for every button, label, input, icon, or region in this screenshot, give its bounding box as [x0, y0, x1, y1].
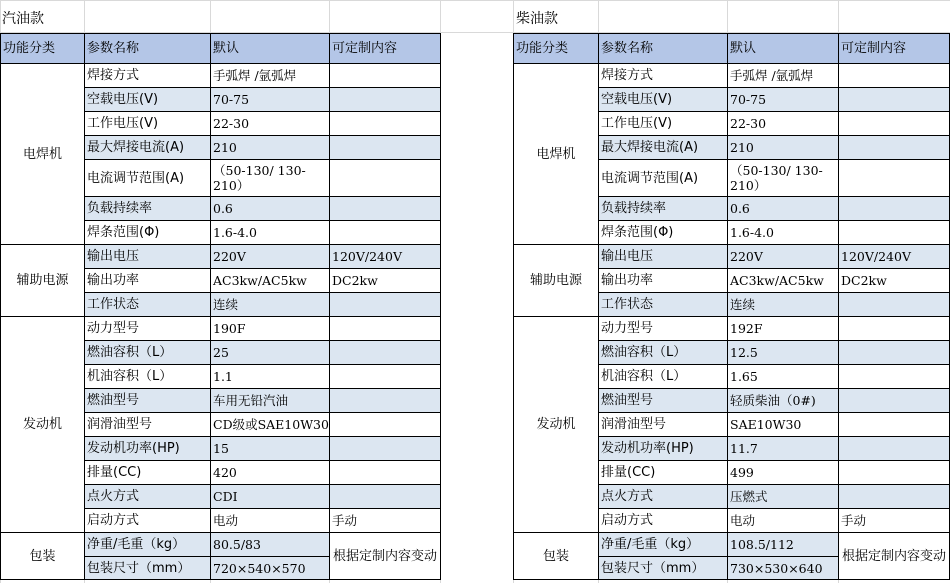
- default-value-cell[interactable]: 1.65: [728, 365, 839, 389]
- default-value-cell[interactable]: SAE10W30: [728, 413, 839, 437]
- custom-value-cell[interactable]: [330, 112, 441, 136]
- custom-value-cell[interactable]: DC2kw: [330, 269, 441, 293]
- packaging-custom-cell[interactable]: 根据定制内容变动: [839, 533, 950, 580]
- default-value-cell[interactable]: 电动: [211, 509, 330, 533]
- custom-value-cell[interactable]: [330, 365, 441, 389]
- diesel-category-cell[interactable]: 发动机: [514, 317, 599, 533]
- default-value-cell[interactable]: 轻质柴油（0#): [728, 389, 839, 413]
- custom-value-cell[interactable]: [330, 437, 441, 461]
- param-name-cell[interactable]: 空载电压(V): [85, 88, 211, 112]
- diesel-title[interactable]: 柴油款: [516, 11, 558, 27]
- diesel-header-row: [514, 34, 950, 64]
- default-value-cell[interactable]: 15: [211, 437, 330, 461]
- param-name-cell[interactable]: 电流调节范围(A): [85, 160, 211, 197]
- default-value-cell[interactable]: 1.6-4.0: [211, 221, 330, 245]
- param-name-cell[interactable]: 燃油型号: [85, 389, 211, 413]
- table-row: [1, 245, 441, 269]
- param-name-cell[interactable]: 负载持续率: [85, 197, 211, 221]
- param-name-cell[interactable]: 点火方式: [85, 485, 211, 509]
- default-value-cell[interactable]: 22-30: [728, 112, 839, 136]
- default-value-cell[interactable]: 电动: [728, 509, 839, 533]
- table-row: [514, 533, 950, 557]
- param-name-cell[interactable]: 输出电压: [85, 245, 211, 269]
- default-value-cell[interactable]: 720×540×570: [211, 557, 330, 580]
- diesel-spec-table: [513, 33, 950, 580]
- custom-value-cell[interactable]: [330, 197, 441, 221]
- diesel-header-param-name[interactable]: 参数名称: [599, 34, 728, 64]
- packaging-custom-cell[interactable]: 根据定制内容变动: [330, 533, 441, 580]
- petrol-header-custom[interactable]: 可定制内容: [330, 34, 441, 64]
- default-value-cell[interactable]: 车用无铅汽油: [211, 389, 330, 413]
- custom-value-cell[interactable]: [839, 485, 950, 509]
- param-name-cell[interactable]: 润滑油型号: [599, 413, 728, 437]
- param-name-cell[interactable]: 负载持续率: [599, 197, 728, 221]
- param-name-cell[interactable]: 启动方式: [599, 509, 728, 533]
- custom-value-cell[interactable]: [330, 413, 441, 437]
- param-name-cell[interactable]: 净重/毛重（kg）: [599, 533, 728, 557]
- param-name-cell[interactable]: 工作电压(V): [85, 112, 211, 136]
- custom-value-cell[interactable]: [839, 160, 950, 197]
- custom-value-cell[interactable]: [839, 437, 950, 461]
- custom-value-cell[interactable]: [330, 389, 441, 413]
- param-name-cell[interactable]: 工作电压(V): [599, 112, 728, 136]
- default-value-cell[interactable]: 12.5: [728, 341, 839, 365]
- custom-value-cell[interactable]: [839, 221, 950, 245]
- custom-value-cell[interactable]: DC2kw: [839, 269, 950, 293]
- param-name-cell[interactable]: 动力型号: [85, 317, 211, 341]
- default-value-cell[interactable]: 25: [211, 341, 330, 365]
- custom-value-cell[interactable]: [330, 317, 441, 341]
- table-row: [1, 533, 441, 557]
- default-value-cell[interactable]: 0.6: [211, 197, 330, 221]
- default-value-cell[interactable]: 192F: [728, 317, 839, 341]
- param-name-cell[interactable]: 工作状态: [599, 293, 728, 317]
- custom-value-cell[interactable]: 手动: [839, 509, 950, 533]
- custom-value-cell[interactable]: [330, 485, 441, 509]
- param-name-cell[interactable]: 空载电压(V): [599, 88, 728, 112]
- default-value-cell[interactable]: 连续: [728, 293, 839, 317]
- default-value-cell[interactable]: （50-130/ 130-210）: [728, 160, 839, 197]
- default-value-cell[interactable]: 70-75: [211, 88, 330, 112]
- default-value-cell[interactable]: 11.7: [728, 437, 839, 461]
- custom-value-cell[interactable]: [839, 461, 950, 485]
- diesel-header-category[interactable]: 功能分类: [514, 34, 599, 64]
- custom-value-cell[interactable]: [839, 317, 950, 341]
- default-value-cell[interactable]: 220V: [728, 245, 839, 269]
- default-value-cell[interactable]: 压燃式: [728, 485, 839, 509]
- custom-value-cell[interactable]: [839, 341, 950, 365]
- param-name-cell[interactable]: 燃油容积（L）: [85, 341, 211, 365]
- table-row: [514, 317, 950, 341]
- table-row: [1, 317, 441, 341]
- default-value-cell[interactable]: CDI: [211, 485, 330, 509]
- default-value-cell[interactable]: 190F: [211, 317, 330, 341]
- petrol-header-param-name[interactable]: 参数名称: [85, 34, 211, 64]
- custom-value-cell[interactable]: [330, 341, 441, 365]
- param-name-cell[interactable]: 润滑油型号: [85, 413, 211, 437]
- diesel-header-custom[interactable]: 可定制内容: [839, 34, 950, 64]
- petrol-category-cell[interactable]: 发动机: [1, 317, 85, 533]
- param-name-cell[interactable]: 点火方式: [599, 485, 728, 509]
- default-value-cell[interactable]: 210: [211, 136, 330, 160]
- petrol-header-default[interactable]: 默认: [211, 34, 330, 64]
- param-name-cell[interactable]: 工作状态: [85, 293, 211, 317]
- param-name-cell[interactable]: 燃油容积（L）: [599, 341, 728, 365]
- custom-value-cell[interactable]: 120V/240V: [330, 245, 441, 269]
- param-name-cell[interactable]: 包装尺寸（mm）: [85, 557, 211, 580]
- custom-value-cell[interactable]: [330, 88, 441, 112]
- custom-value-cell[interactable]: [330, 64, 441, 88]
- diesel-category-cell[interactable]: 包装: [514, 533, 599, 580]
- param-name-cell[interactable]: 发动机功率(HP): [599, 437, 728, 461]
- default-value-cell[interactable]: 730×530×640: [728, 557, 839, 580]
- custom-value-cell[interactable]: [330, 293, 441, 317]
- custom-value-cell[interactable]: 手动: [330, 509, 441, 533]
- default-value-cell[interactable]: 22-30: [211, 112, 330, 136]
- param-name-cell[interactable]: 机油容积（L）: [599, 365, 728, 389]
- param-name-cell[interactable]: 焊接方式: [599, 64, 728, 88]
- default-value-cell[interactable]: CD级或SAE10W30: [211, 413, 330, 437]
- diesel-category-cell[interactable]: 辅助电源: [514, 245, 599, 317]
- table-row: [1, 64, 441, 88]
- custom-value-cell[interactable]: [839, 88, 950, 112]
- param-name-cell[interactable]: 电流调节范围(A): [599, 160, 728, 197]
- param-name-cell[interactable]: 发动机功率(HP): [85, 437, 211, 461]
- param-name-cell[interactable]: 最大焊接电流(A): [85, 136, 211, 160]
- default-value-cell[interactable]: 手弧焊 /氩弧焊: [211, 64, 330, 88]
- petrol-category-cell[interactable]: 电焊机: [1, 64, 85, 245]
- param-name-cell[interactable]: 焊条范围(Φ): [599, 221, 728, 245]
- default-value-cell[interactable]: AC3kw/AC5kw: [728, 269, 839, 293]
- custom-value-cell[interactable]: [839, 136, 950, 160]
- param-name-cell[interactable]: 机油容积（L）: [85, 365, 211, 389]
- default-value-cell[interactable]: 1.1: [211, 365, 330, 389]
- param-name-cell[interactable]: 输出电压: [599, 245, 728, 269]
- custom-value-cell[interactable]: [839, 64, 950, 88]
- param-name-cell[interactable]: 焊接方式: [85, 64, 211, 88]
- default-value-cell[interactable]: 420: [211, 461, 330, 485]
- param-name-cell[interactable]: 净重/毛重（kg）: [85, 533, 211, 557]
- petrol-title[interactable]: 汽油款: [2, 11, 44, 27]
- param-name-cell[interactable]: 排量(CC): [85, 461, 211, 485]
- custom-value-cell[interactable]: [839, 112, 950, 136]
- param-name-cell[interactable]: 启动方式: [85, 509, 211, 533]
- default-value-cell[interactable]: 连续: [211, 293, 330, 317]
- param-name-cell[interactable]: 焊条范围(Φ): [85, 221, 211, 245]
- param-name-cell[interactable]: 包装尺寸（mm）: [599, 557, 728, 580]
- default-value-cell[interactable]: （50-130/ 130-210）: [211, 160, 330, 197]
- table-row: [514, 245, 950, 269]
- default-value-cell[interactable]: 1.6-4.0: [728, 221, 839, 245]
- petrol-header-row: [1, 34, 441, 64]
- default-value-cell[interactable]: 108.5/112: [728, 533, 839, 557]
- diesel-category-cell[interactable]: 电焊机: [514, 64, 599, 245]
- custom-value-cell[interactable]: [839, 365, 950, 389]
- default-value-cell[interactable]: 210: [728, 136, 839, 160]
- param-name-cell[interactable]: 排量(CC): [599, 461, 728, 485]
- default-value-cell[interactable]: 手弧焊 /氩弧焊: [728, 64, 839, 88]
- default-value-cell[interactable]: 0.6: [728, 197, 839, 221]
- default-value-cell[interactable]: 220V: [211, 245, 330, 269]
- custom-value-cell[interactable]: [330, 160, 441, 197]
- petrol-category-cell[interactable]: 辅助电源: [1, 245, 85, 317]
- custom-value-cell[interactable]: [839, 293, 950, 317]
- custom-value-cell[interactable]: [330, 136, 441, 160]
- custom-value-cell[interactable]: [839, 197, 950, 221]
- petrol-spec-table: [0, 33, 441, 580]
- param-name-cell[interactable]: 动力型号: [599, 317, 728, 341]
- param-name-cell[interactable]: 燃油型号: [599, 389, 728, 413]
- param-name-cell[interactable]: 输出功率: [599, 269, 728, 293]
- custom-value-cell[interactable]: [330, 461, 441, 485]
- petrol-category-cell[interactable]: 包装: [1, 533, 85, 580]
- custom-value-cell[interactable]: 120V/240V: [839, 245, 950, 269]
- param-name-cell[interactable]: 最大焊接电流(A): [599, 136, 728, 160]
- custom-value-cell[interactable]: [839, 413, 950, 437]
- petrol-header-category[interactable]: 功能分类: [1, 34, 85, 64]
- diesel-header-default[interactable]: 默认: [728, 34, 839, 64]
- default-value-cell[interactable]: 70-75: [728, 88, 839, 112]
- table-row: [514, 64, 950, 88]
- param-name-cell[interactable]: 输出功率: [85, 269, 211, 293]
- default-value-cell[interactable]: AC3kw/AC5kw: [211, 269, 330, 293]
- custom-value-cell[interactable]: [839, 389, 950, 413]
- default-value-cell[interactable]: 80.5/83: [211, 533, 330, 557]
- default-value-cell[interactable]: 499: [728, 461, 839, 485]
- custom-value-cell[interactable]: [330, 221, 441, 245]
